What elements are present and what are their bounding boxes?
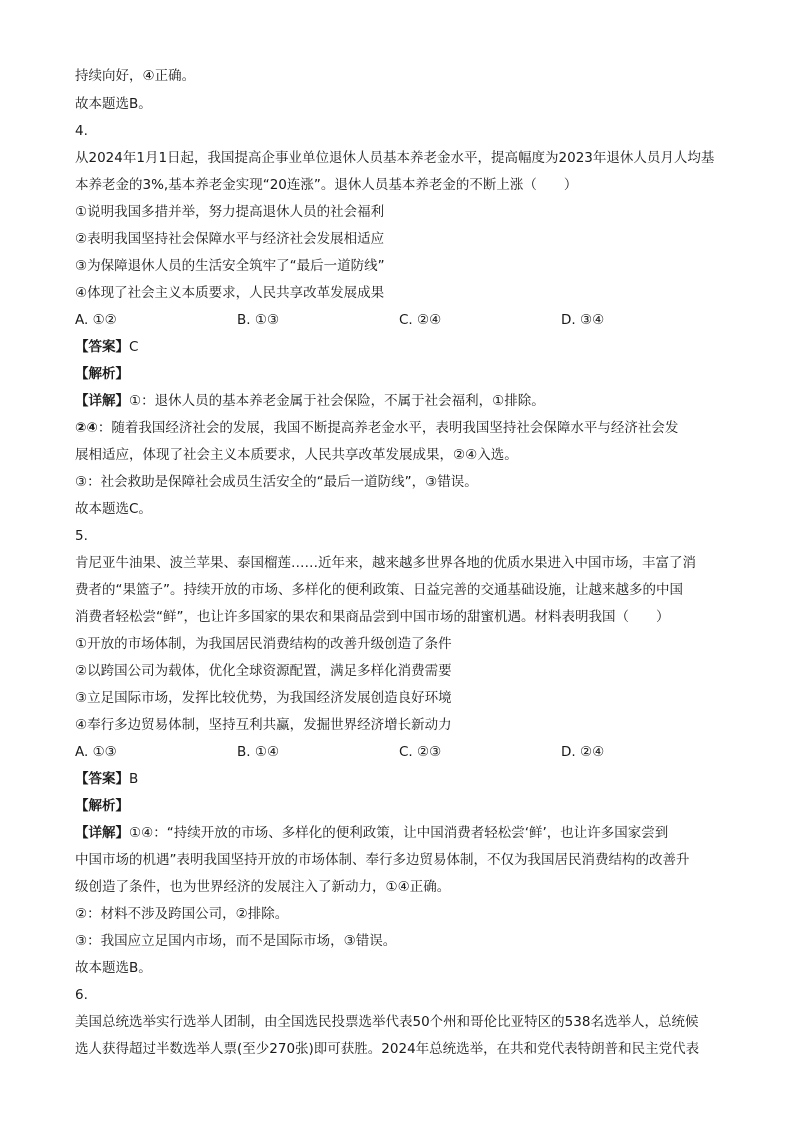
q5-statement-2: ②以跨国公司为载体，优化全球资源配置，满足多样化消费需要 bbox=[75, 663, 452, 679]
q3-tail-line: 持续向好，④正确。 bbox=[75, 68, 196, 84]
q5-analysis-label: 【解析】 bbox=[75, 798, 129, 814]
q5-option-a: A. ①③ bbox=[75, 744, 117, 760]
q4-answer-label: 【答案】 bbox=[75, 339, 129, 355]
q5-stem-line-2: 费者的“果篮子”。持续开放的市场、多样化的便利政策、日益完善的交通基础设施，让越来越多的中国 bbox=[75, 582, 683, 598]
q4-stem-line-2: 本养老金的3%,基本养老金实现“20连涨”。退休人员基本养老金的不断上涨（ ） bbox=[75, 177, 578, 193]
q4-statement-3: ③为保障退休人员的生活安全筑牢了“最后一道防线” bbox=[75, 258, 385, 274]
q4-analysis-label: 【解析】 bbox=[75, 366, 129, 382]
q4-option-d: D. ③④ bbox=[561, 312, 605, 328]
q4-option-c: C. ②④ bbox=[399, 312, 442, 328]
q4-detail-1 bbox=[75, 391, 725, 411]
q5-answer bbox=[75, 769, 725, 789]
q4-number: 4. bbox=[75, 123, 88, 139]
q5-statement-3: ③立足国际市场，发挥比较优势，为我国经济发展创造良好环境 bbox=[75, 690, 452, 706]
q5-detail-label: 【详解】 bbox=[75, 825, 129, 841]
q4-statement-1: ①说明我国多措并举，努力提高退休人员的社会福利 bbox=[75, 204, 385, 220]
q4-detail-first: ①：退休人员的基本养老金属于社会保险，不属于社会福利，①排除。 bbox=[129, 393, 545, 409]
q4-detail-2-cont: 展相适应，体现了社会主义本质要求，人民共享改革发展成果，②④入选。 bbox=[75, 447, 518, 463]
q4-option-b: B. ①③ bbox=[237, 312, 280, 328]
q5-statement-4: ④奉行多边贸易体制，坚持互利共赢，发掘世界经济增长新动力 bbox=[75, 717, 452, 733]
q4-conclusion: 故本题选C。 bbox=[75, 501, 152, 517]
q5-conclusion: 故本题选B。 bbox=[75, 960, 152, 976]
q6-stem-line-1: 美国总统选举实行选举人团制，由全国选民投票选举代表50个州和哥伦比亚特区的538名选举人，总统候 bbox=[75, 1014, 699, 1030]
q4-statement-2: ②表明我国坚持社会保障水平与经济社会发展相适应 bbox=[75, 231, 385, 247]
q4-detail-label: 【详解】 bbox=[75, 393, 129, 409]
q4-answer-value: C bbox=[129, 339, 139, 355]
q5-option-b: B. ①④ bbox=[237, 744, 280, 760]
q3-conclusion: 故本题选B。 bbox=[75, 96, 152, 112]
q6-stem-line-2: 选人获得超过半数选举人票(至少270张)即可获胜。2024年总统选举，在共和党代表特朗普和民主党代表 bbox=[75, 1041, 700, 1057]
q6-number: 6. bbox=[75, 987, 88, 1003]
q5-answer-label: 【答案】 bbox=[75, 771, 129, 787]
q4-detail-bold-marker: ②④ bbox=[75, 420, 98, 436]
q4-detail-2 bbox=[75, 418, 725, 438]
q5-number: 5. bbox=[75, 528, 88, 544]
q4-stem-line-1: 从2024年1月1日起，我国提高企事业单位退休人员基本养老金水平，提高幅度为2023年退休人员月人均基 bbox=[75, 150, 715, 166]
q5-detail-1 bbox=[75, 823, 725, 843]
q4-statement-4: ④体现了社会主义本质要求，人民共享改革发展成果 bbox=[75, 285, 385, 301]
q4-detail-3: ③：社会救助是保障社会成员生活安全的“最后一道防线”，③错误。 bbox=[75, 474, 478, 490]
q5-stem-line-1: 肯尼亚牛油果、波兰苹果、泰国榴莲……近年来，越来越多世界各地的优质水果进入中国市场，丰富了消 bbox=[75, 555, 696, 571]
q5-option-c: C. ②③ bbox=[399, 744, 442, 760]
q5-stem-line-3: 消费者轻松尝“鲜”，也让许多国家的果农和果商品尝到中国市场的甜蜜机遇。材料表明我国（ ） bbox=[75, 609, 670, 625]
q4-option-a: A. ①② bbox=[75, 312, 117, 328]
q5-detail-4: ②：材料不涉及跨国公司，②排除。 bbox=[75, 906, 289, 922]
q5-detail-3: 级创造了条件，也为世界经济的发展注入了新动力，①④正确。 bbox=[75, 879, 451, 895]
q5-answer-value: B bbox=[129, 771, 139, 787]
q5-detail-first: ①④：“持续开放的市场、多样化的便利政策，让中国消费者轻松尝‘鲜’，也让许多国家尝到 bbox=[129, 825, 669, 841]
q5-detail-2: 中国市场的机遇”表明我国坚持开放的市场体制、奉行多边贸易体制，不仅为我国居民消费结构的改善升 bbox=[75, 852, 690, 868]
q5-option-d: D. ②④ bbox=[561, 744, 605, 760]
q4-detail-second: ：随着我国经济社会的发展，我国不断提高养老金水平，表明我国坚持社会保障水平与经济社会发 bbox=[97, 420, 679, 436]
q5-detail-5: ③：我国应立足国内市场，而不是国际市场，③错误。 bbox=[75, 933, 397, 949]
q4-answer bbox=[75, 337, 725, 357]
q5-statement-1: ①开放的市场体制，为我国居民消费结构的改善升级创造了条件 bbox=[75, 636, 452, 652]
